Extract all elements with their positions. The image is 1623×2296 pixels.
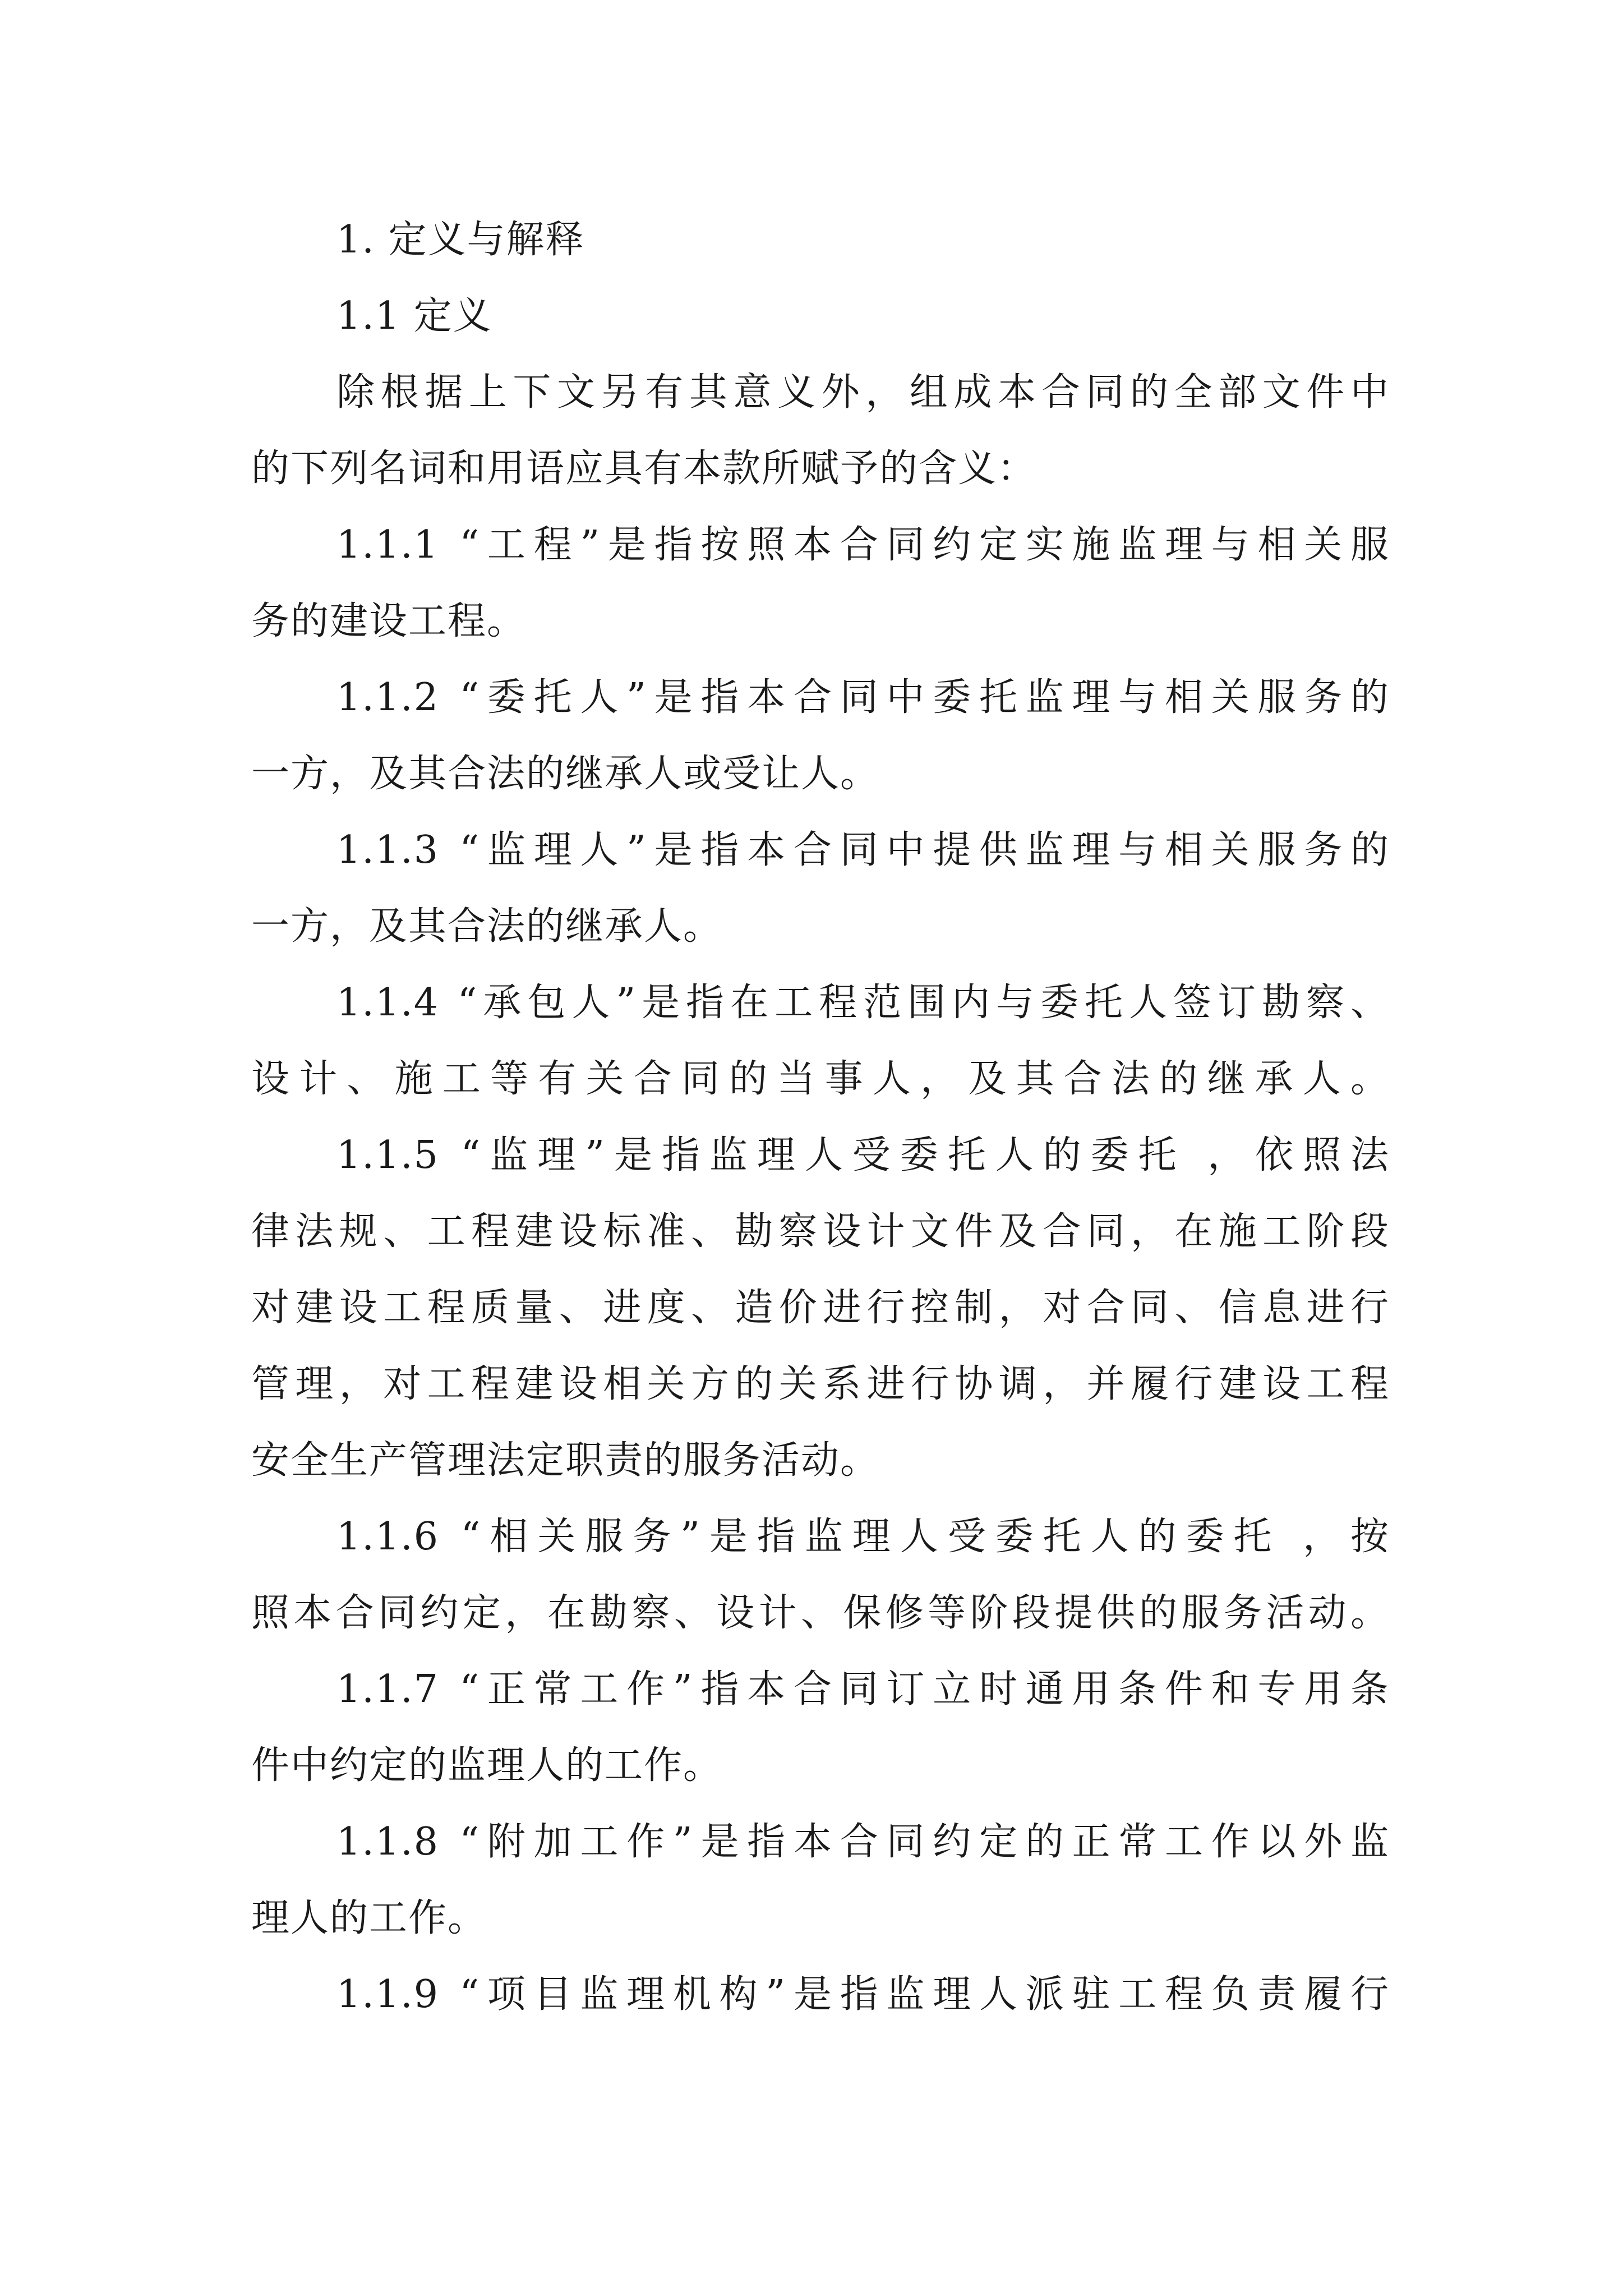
text-line: 1.1.9 “项目监理机构”是指监理人派驻工程负责履行 [336,1972,1390,2017]
text-line: 1.1.2 “委托人”是指本合同中委托监理与相关服务的 [336,675,1390,720]
text-line: 1.1.4 “承包人”是指在工程范围内与委托人签订勘察、 [336,981,1390,1025]
text-line: 1.1.7 “正常工作”指本合同订立时通用条件和专用条 [336,1667,1390,1711]
text-line: 律法规、工程建设标准、勘察设计文件及合同，在施工阶段 [251,1209,1390,1254]
text-line: 1.1.1 “工程”是指按照本合同约定实施监理与相关服 [336,523,1390,567]
text-line: 1.1.8 “附加工作”是指本合同约定的正常工作以外监 [336,1820,1390,1864]
text-line: 一方，及其合法的继承人或受让人。 [251,752,880,796]
document-body [251,202,1390,2033]
text-line: 件中约定的监理人的工作。 [251,1743,723,1788]
text-line: 照本合同约定，在勘察、设计、保修等阶段提供的服务活动。 [251,1591,1390,1635]
text-line: 对建设工程质量、进度、造价进行控制，对合同、信息进行 [251,1286,1390,1330]
text-line: 的下列名词和用语应具有本款所赋予的含义： [251,447,1037,491]
text-line: 1.1 定义 [336,294,492,338]
text-line: 管理，对工程建设相关方的关系进行协调，并履行建设工程 [251,1362,1390,1406]
text-line: 1.1.5 “监理”是指监理人受委托人的委托 ，依照法 [336,1133,1390,1177]
text-line: 安全生产管理法定职责的服务活动。 [251,1438,880,1483]
text-line: 1.1.3 “监理人”是指本合同中提供监理与相关服务的 [336,828,1390,872]
text-line: 理人的工作。 [251,1896,487,1940]
text-line: 设计、施工等有关合同的当事人，及其合法的继承人。 [251,1057,1390,1101]
text-line: 除根据上下文另有其意义外，组成本合同的全部文件中 [336,370,1390,415]
text-line: 务的建设工程。 [251,599,527,643]
text-line: 1. 定义与解释 [336,218,585,262]
text-line: 1.1.6 “相关服务”是指监理人受委托人的委托 ，按 [336,1515,1390,1559]
text-line: 一方，及其合法的继承人。 [251,904,723,949]
